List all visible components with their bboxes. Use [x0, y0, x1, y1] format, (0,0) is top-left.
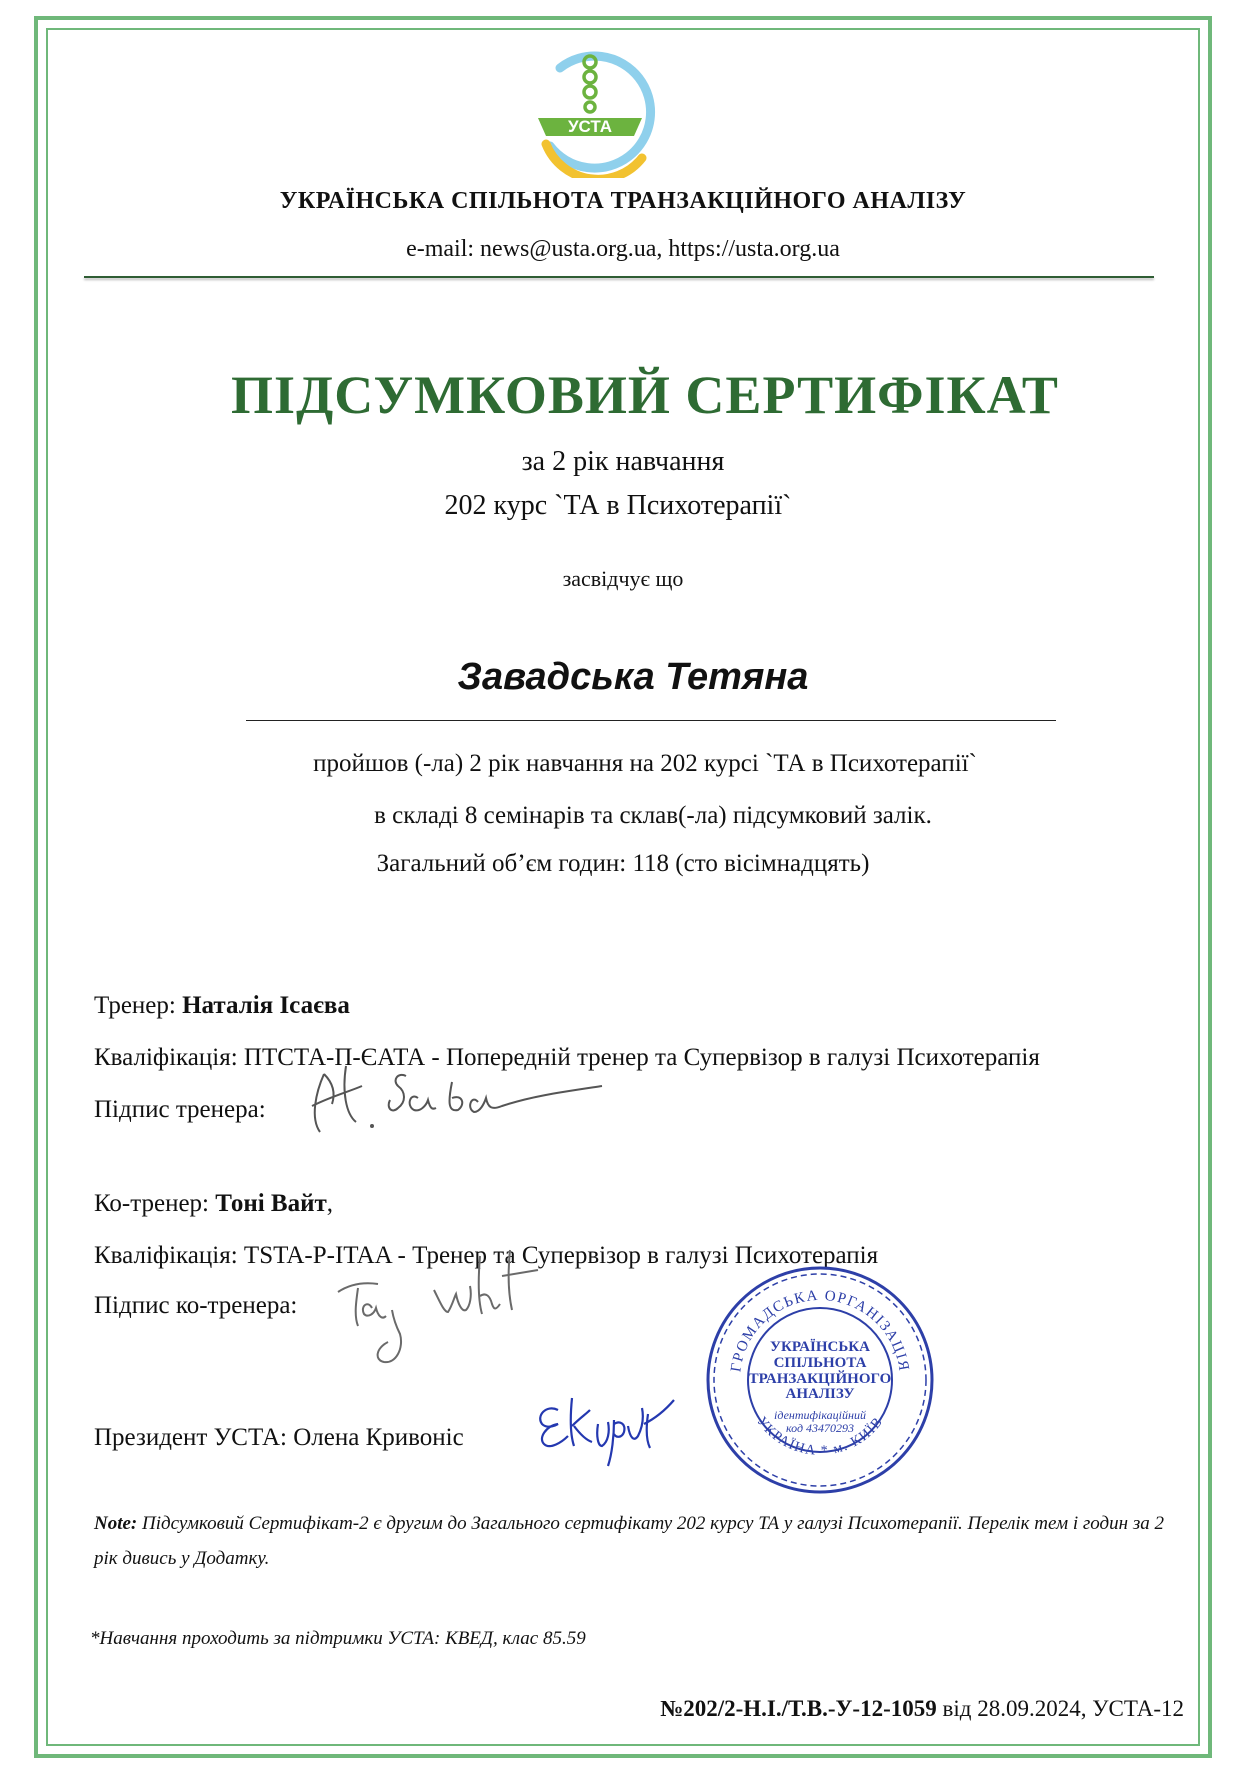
stamp-center-line-3: ідентифікаційний	[774, 1408, 866, 1422]
course-name: 202 курс `ТА в Психотерапії`	[444, 490, 792, 521]
stamp-center-line-4: код 43470293	[785, 1420, 855, 1435]
certificate-title: ПІДСУМКОВИЙ СЕРТИФІКАТ	[231, 365, 1059, 425]
co-trainer-signature-label: Підпис ко-тренера:	[94, 1292, 298, 1319]
document-number	[660, 1696, 1184, 1722]
document-number-date: від 28.09.2024, УСТА-12	[936, 1696, 1184, 1721]
completion-text: пройшов (-ла) 2 рік навчання на 202 курсі `ТА в Психотерапії`	[313, 750, 977, 777]
logo-text: УСТА	[567, 117, 613, 136]
co-trainer-label: Ко-тренер:	[94, 1190, 216, 1217]
usta-logo	[530, 46, 666, 178]
header-divider	[84, 276, 1154, 278]
president-label: Президент УСТА: Олена Кривоніс	[94, 1424, 464, 1451]
trainer-name: Наталія Ісаєва	[182, 992, 350, 1019]
trainer-qualification-label: Кваліфікація:	[94, 1044, 244, 1071]
stamp-center-line-1: УКРАЇНСЬКА СПІЛЬНОТА	[770, 1339, 870, 1371]
stamp-center-line-2: ТРАНЗАКЦІЙНОГО АНАЛІЗУ	[748, 1370, 892, 1403]
study-year: за 2 рік навчання	[521, 446, 725, 477]
co-trainer-qualification-label: Кваліфікація:	[94, 1242, 244, 1269]
trainer-row	[94, 992, 350, 1020]
organization-name: УКРАЇНСЬКА СПІЛЬНОТА ТРАНЗАКЦІЙНОГО АНАЛІЗУ	[279, 188, 967, 214]
stamp-ring-bottom: УКРАЇНА * м. КИЇВ	[753, 1414, 887, 1459]
trainer-signature-label: Підпис тренера:	[94, 1096, 266, 1123]
support-text: *Навчання проходить за підтримки УСТА: КВЕД, клас 85.59	[90, 1628, 586, 1649]
recipient-name: Завадська Тетяна	[457, 656, 809, 698]
certificate-note	[94, 1506, 1184, 1576]
organization-contacts: e-mail: news@usta.org.ua, https://usta.org.ua	[406, 236, 840, 262]
trainer-label: Тренер:	[94, 992, 183, 1019]
seminars-text: в складі 8 семінарів та склав(-ла) підсумковий залік.	[374, 802, 932, 829]
stamp-center-text	[742, 1340, 898, 1434]
note-text: Підсумковий Сертифікат-2 є другим до Загального сертифікату 202 курсу ТА у галузі Психотерапії. Перелік тем і годин за 2 рік дивись у Додатку.	[94, 1513, 1165, 1570]
president-signature	[528, 1384, 678, 1468]
trainer-signature	[302, 1052, 612, 1142]
co-trainer-name-suffix: ,	[326, 1190, 334, 1217]
trainer-qualification: ПТСТА-П-ЄАТА - Попередній тренер та Супервізор в галузі Психотерапія	[243, 1044, 1040, 1071]
total-hours-text: Загальний об’єм годин: 118 (сто вісімнадцять)	[376, 850, 870, 877]
co-trainer-qualification: TSTA-P-ITAA - Тренер та Супервізор в галузі Психотерапія	[243, 1242, 879, 1269]
co-trainer-name: Тоні Вайт	[215, 1190, 327, 1217]
document-number-code: №202/2-Н.І./Т.В.-У-12-1059	[660, 1696, 937, 1721]
recipient-underline	[246, 720, 1056, 721]
certificate-inner-frame	[46, 28, 1200, 1746]
co-trainer-row	[94, 1190, 333, 1218]
stamp-ring-top: ГРОМАДСЬКА ОРГАНІЗАЦІЯ	[728, 1287, 912, 1374]
co-trainer-signature	[330, 1230, 570, 1380]
note-label: Note:	[94, 1513, 138, 1534]
certifies-text: засвідчує що	[562, 566, 684, 591]
